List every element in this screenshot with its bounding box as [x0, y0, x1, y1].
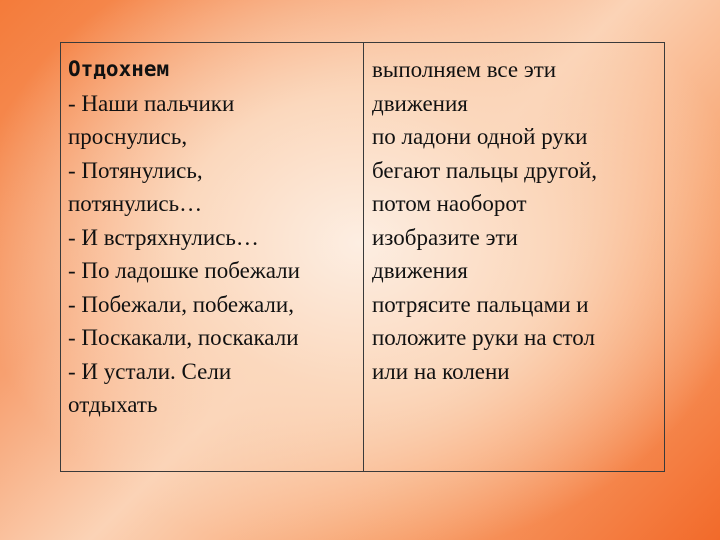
instruction-line: изобразите эти — [372, 224, 518, 250]
instruction-line: или на колени — [372, 358, 510, 384]
instructions-column — [364, 43, 664, 471]
poem-column — [61, 43, 364, 471]
instruction-line: положите руки на стол — [372, 325, 595, 350]
exercise-table — [60, 42, 665, 472]
poem-line: проснулись, — [68, 124, 188, 149]
instruction-line: потом наоборот — [372, 191, 527, 216]
instruction-line: выполняем все эти — [372, 57, 557, 82]
instruction-line: движения — [372, 258, 468, 283]
poem-line: - Наши пальчики — [68, 90, 235, 116]
instruction-line: движения — [372, 90, 468, 116]
poem-line: - И встряхнулись… — [68, 224, 259, 250]
instruction-line: по ладони одной руки — [372, 124, 588, 149]
instruction-line: потрясите пальцами и — [372, 291, 589, 317]
poem-line: - И устали. Сели — [68, 358, 232, 384]
poem-heading: Отдохнем — [68, 57, 170, 81]
poem-line: - Поскакали, поскакали — [68, 325, 299, 350]
poem-line: - Побежали, побежали, — [68, 291, 294, 317]
instruction-line: бегают пальцы другой, — [372, 157, 597, 183]
poem-line: - Потянулись, — [68, 157, 203, 183]
poem-line: потянулись… — [68, 191, 203, 216]
poem-line: отдыхать — [68, 392, 158, 417]
poem-line: - По ладошке побежали — [68, 258, 300, 283]
